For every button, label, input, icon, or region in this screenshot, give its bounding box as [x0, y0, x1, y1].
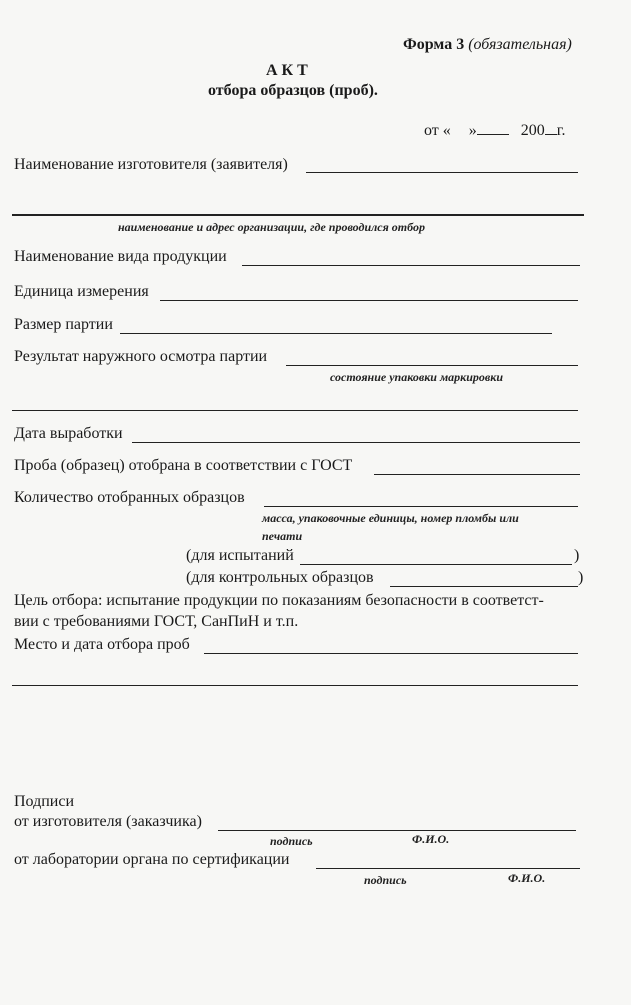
date-prefix: от « — [424, 122, 451, 139]
doc-subtitle: отбора образцов (проб). — [208, 82, 378, 99]
place-date-label: Место и дата отбора проб — [14, 636, 190, 653]
for-tests-label: (для испытаний — [186, 547, 294, 564]
for-tests-field[interactable] — [300, 564, 572, 565]
date-suffix: г. — [556, 122, 566, 139]
form-number — [403, 36, 572, 54]
place-date-field-2[interactable] — [12, 685, 578, 686]
date-year: 200 — [520, 122, 545, 139]
batch-size-label: Размер партии — [14, 316, 113, 333]
for-control-close: ) — [578, 569, 584, 586]
for-control-label: (для контрольных образцов — [186, 569, 374, 586]
form-note: (обязательная) — [468, 36, 572, 53]
manufacturer-sign-hint: подпись — [270, 834, 313, 848]
manufacturer-field[interactable] — [306, 172, 578, 173]
for-tests-close: ) — [574, 547, 580, 564]
form-label: Форма 3 — [403, 36, 465, 53]
lab-sign-hint: подпись — [364, 873, 407, 887]
signatures-title: Подписи — [14, 793, 75, 810]
lab-sign-field[interactable] — [316, 868, 580, 869]
manufacturer-sign-label: от изготовителя (заказчика) — [14, 813, 202, 830]
day-blank[interactable] — [477, 134, 509, 135]
date-mid: » — [468, 122, 477, 139]
doc-title: А К Т — [266, 62, 308, 79]
product-type-label: Наименование вида продукции — [14, 248, 227, 265]
for-control-field[interactable] — [390, 586, 578, 587]
purpose-line-1: Цель отбора: испытание продукции по показаниям безопасности в соответст- — [14, 592, 544, 609]
production-date-label: Дата выработки — [14, 425, 123, 442]
gost-field[interactable] — [374, 474, 580, 475]
product-type-field[interactable] — [242, 265, 580, 266]
quantity-field[interactable] — [264, 506, 578, 507]
inspection-label: Результат наружного осмотра партии — [14, 348, 268, 365]
year-blank[interactable] — [545, 134, 557, 135]
gost-label: Проба (образец) отобрана в соответствии с ГОСТ — [14, 457, 353, 474]
quantity-label: Количество отобранных образцов — [14, 489, 245, 506]
quantity-hint-2: печати — [262, 529, 303, 543]
date-line — [424, 122, 566, 140]
inspection-hint: состояние упаковки маркировки — [330, 370, 504, 384]
place-date-field[interactable] — [204, 653, 578, 654]
lab-name-hint: Ф.И.О. — [508, 871, 546, 885]
production-date-field[interactable] — [132, 442, 580, 443]
unit-label: Единица измерения — [14, 283, 149, 300]
batch-size-field[interactable] — [120, 333, 552, 334]
purpose-line-2: вии с требованиями ГОСТ, СанПиН и т.п. — [14, 613, 299, 630]
manufacturer-label: Наименование изготовителя (заявителя) — [14, 156, 288, 173]
organization-hint: наименование и адрес организации, где проводился отбор — [118, 220, 425, 234]
quantity-hint-1: масса, упаковочные единицы, номер пломбы или — [262, 511, 519, 525]
organization-field[interactable] — [12, 214, 584, 216]
inspection-field-2[interactable] — [12, 410, 578, 411]
lab-sign-label: от лаборатории органа по сертификации — [14, 851, 290, 868]
manufacturer-sign-field[interactable] — [218, 830, 576, 831]
manufacturer-name-hint: Ф.И.О. — [412, 832, 450, 846]
unit-field[interactable] — [160, 300, 578, 301]
inspection-field[interactable] — [286, 365, 578, 366]
